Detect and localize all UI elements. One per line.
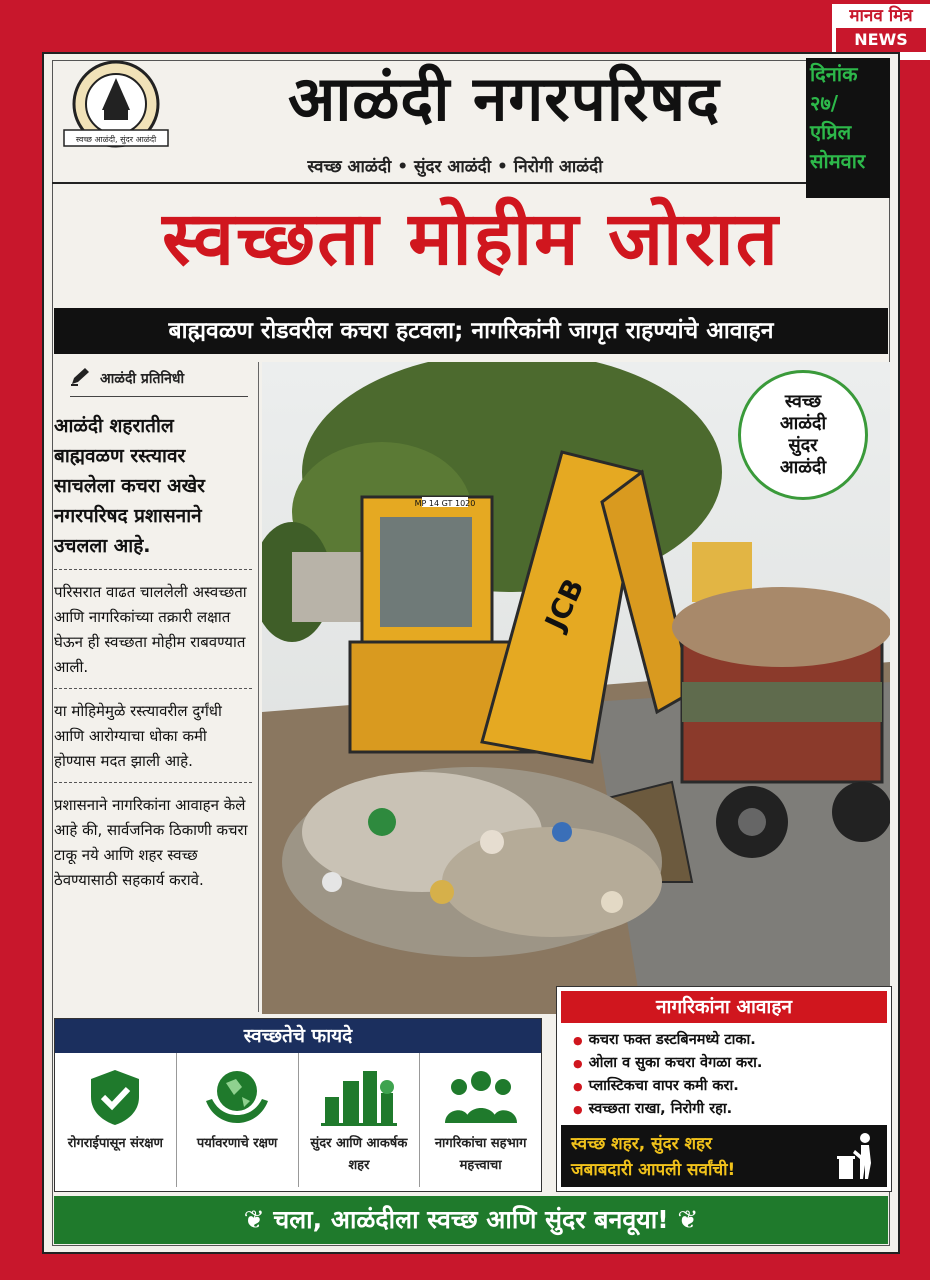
- masthead-tagline: स्वच्छ आळंदी • सुंदर आळंदी • निरोगी आळंदी: [307, 157, 603, 177]
- appeal-title: नागरिकांना आवाहन: [561, 991, 887, 1023]
- benefits-panel: [54, 1018, 542, 1192]
- subheadline: बाह्मवळण रोडवरील कचरा हटवला; नागरिकांनी जागृत राहण्यांचे आवाहन: [54, 308, 888, 354]
- leaf-icon: ❦: [677, 1205, 699, 1234]
- dustbin-person-icon: [837, 1131, 877, 1181]
- badge-line: आळंदी: [779, 457, 827, 478]
- date-line: दिनांक: [810, 62, 858, 86]
- appeal-list: [557, 1029, 891, 1121]
- newspaper-page: [42, 52, 900, 1254]
- brand-name: मानव मित्र: [849, 6, 913, 26]
- date-line: २७/: [810, 91, 839, 115]
- benefit-item: [55, 1053, 177, 1187]
- badge-line: आळंदी: [779, 413, 827, 434]
- city-icon: [299, 1067, 420, 1127]
- benefit-item: [299, 1053, 421, 1187]
- benefit-label: रोगराईपासून संरक्षण: [67, 1136, 163, 1151]
- plate-text: MP 14 GT 1020: [414, 499, 476, 508]
- badge-line: सुंदर: [788, 435, 818, 456]
- byline-text: आळंदी प्रतिनिधी: [100, 370, 185, 387]
- masthead-title: आळंदी नगरपरिषद: [287, 62, 721, 135]
- date-line: सोमवार: [810, 149, 866, 173]
- badge-line: स्वच्छ: [784, 391, 822, 412]
- people-icon: [420, 1067, 541, 1127]
- shield-check-icon: [55, 1067, 176, 1127]
- clean-alandi-badge: [738, 370, 868, 500]
- benefit-item: [420, 1053, 541, 1187]
- footer-banner: [54, 1196, 888, 1244]
- appeal-panel: [556, 986, 892, 1192]
- date-line: एप्रिल: [810, 120, 852, 144]
- globe-hands-icon: [177, 1067, 298, 1127]
- appeal-item: ● ओला व सुका कचरा वेगळा करा.: [573, 1052, 891, 1075]
- benefit-label: नागरिकांचा सहभाग महत्त्वाचा: [434, 1136, 527, 1173]
- byline: [70, 366, 248, 397]
- article-lead: आळंदी शहरातील बाह्मवळण रस्त्यावर साचलेला कचरा अखेर नगरपरिषद प्रशासनाने उचलला आहे.: [54, 411, 252, 570]
- appeal-item: ● कचरा फक्त डस्टबिनमध्ये टाका.: [573, 1029, 891, 1052]
- article-column: [54, 366, 252, 901]
- slogan-line: स्वच्छ शहर, सुंदर शहर: [571, 1134, 713, 1154]
- pen-icon: [70, 366, 92, 390]
- leaf-icon: ❦: [243, 1205, 265, 1234]
- jcb-text: JCB: [538, 573, 591, 635]
- article-paragraph: प्रशासनाने नागरिकांना आवाहन केले आहे की, सार्वजनिक ठिकाणी कचरा टाकू नये आणि शहर स्वच्छ ठेवण्यासाठी सहकार्य करावे.: [54, 796, 248, 889]
- article-paragraph: या मोहिमेमुळे रस्त्यावरील दुर्गंधी आणि आरोग्याचा धोका कमी होण्यास मदत झाली आहे.: [54, 699, 252, 783]
- benefits-title: स्वच्छतेचे फायदे: [55, 1019, 541, 1053]
- article-paragraph: परिसरात वाढत चाललेली अस्वच्छता आणि नागरिकांच्या तक्रारी लक्षात घेऊन ही स्वच्छता मोहीम राबवण्यात आली.: [54, 580, 252, 689]
- date-box: [806, 58, 890, 198]
- benefit-label: पर्यावरणाचे रक्षण: [196, 1136, 278, 1151]
- column-divider: [258, 362, 259, 1012]
- municipal-seal-icon: [58, 60, 174, 152]
- brand-news: NEWS: [836, 28, 926, 52]
- benefit-item: [177, 1053, 299, 1187]
- headline: स्वच्छता मोहीम जोरात: [162, 196, 780, 282]
- appeal-item: ● प्लास्टिकचा वापर कमी करा.: [573, 1075, 891, 1098]
- appeal-item: ● स्वच्छता राखा, निरोगी रहा.: [573, 1098, 891, 1121]
- masthead-rule: [52, 182, 890, 184]
- slogan-box: [561, 1125, 887, 1187]
- footer-text: चला, आळंदीला स्वच्छ आणि सुंदर बनवूया!: [273, 1205, 669, 1234]
- slogan-line: जबाबदारी आपली सर्वांची!: [571, 1160, 736, 1180]
- seal-ribbon-text: स्वच्छ आळंदी, सुंदर आळंदी: [75, 135, 157, 144]
- benefit-label: सुंदर आणि आकर्षक शहर: [310, 1136, 408, 1173]
